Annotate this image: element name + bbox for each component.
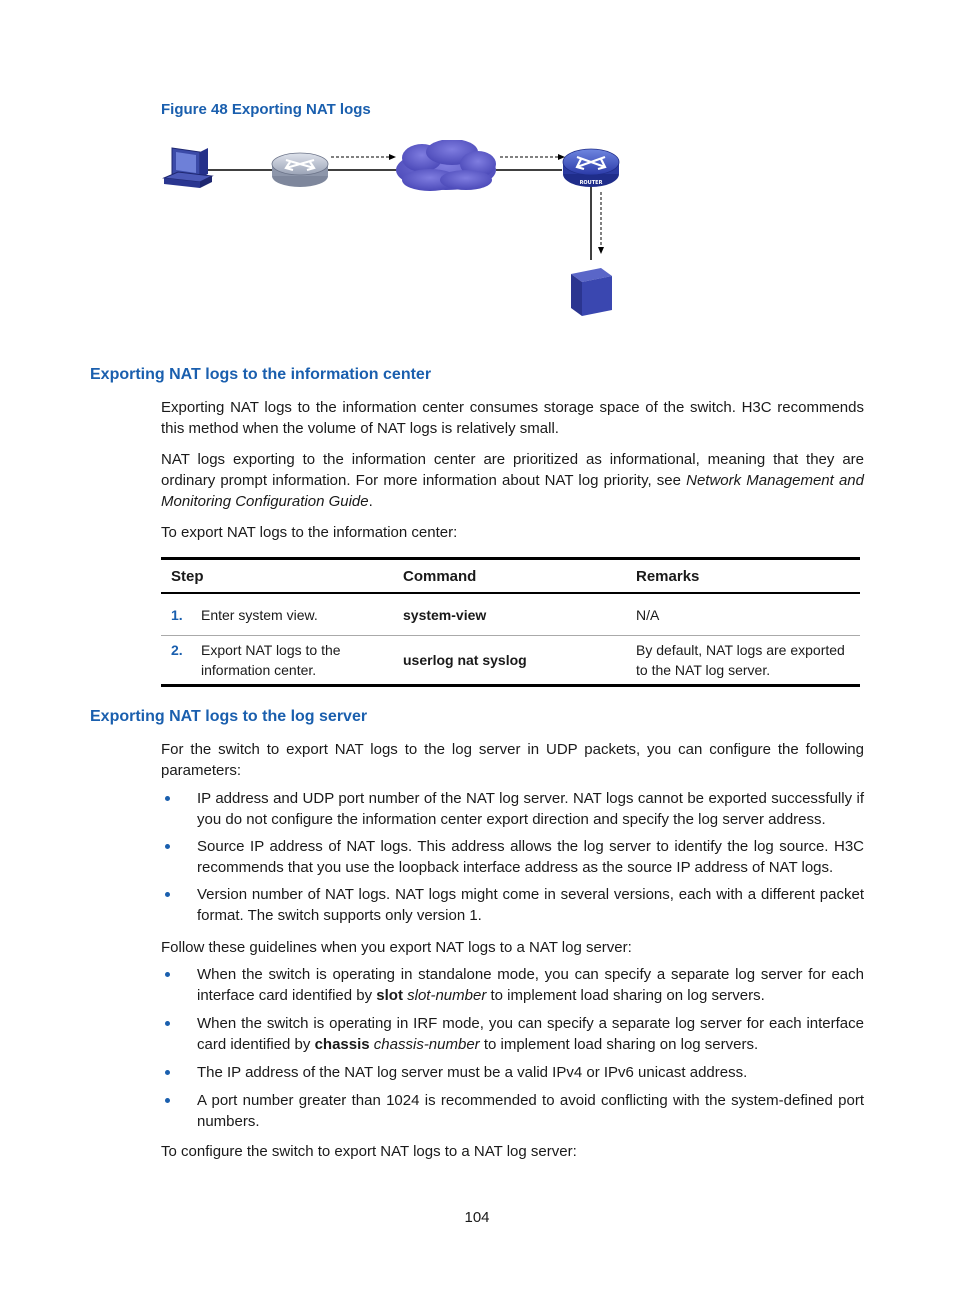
keyword-slot: slot xyxy=(376,987,403,1004)
config-table xyxy=(161,557,860,687)
column-header-remarks: Remarks xyxy=(626,559,860,594)
table-row xyxy=(161,636,860,686)
step-text: Export NAT logs to the information center. xyxy=(201,642,341,678)
step-number: 2. xyxy=(171,642,183,658)
arg-slot-number: slot-number xyxy=(407,987,487,1004)
guide-reference: Network Management and Monitoring Configuration Guide xyxy=(161,472,864,510)
list-item: Version number of NAT logs. NAT logs might come in several versions, each with a different packet format. The switch supports only version 1. xyxy=(161,884,864,926)
list-item: Source IP address of NAT logs. This address allows the log server to identify the log source. H3C recommends that you use the loopback interface address as the source IP address of NAT logs. xyxy=(161,836,864,878)
router-label: ROUTER xyxy=(579,180,603,186)
paragraph: Follow these guidelines when you export NAT logs to a NAT log server: xyxy=(161,939,632,956)
remarks-cell: N/A xyxy=(626,593,860,636)
step-text: Enter system view. xyxy=(201,606,318,623)
command-cell: userlog nat syslog xyxy=(393,636,626,686)
paragraph: To configure the switch to export NAT logs to a NAT log server: xyxy=(161,1143,577,1160)
list-item: The IP address of the NAT log server must be a valid IPv4 or IPv6 unicast address. xyxy=(161,1062,864,1083)
paragraph: Exporting NAT logs to the information center consumes storage space of the switch. H3C recommends this method when the volume of NAT logs is relatively small. xyxy=(161,399,864,437)
router-icon xyxy=(563,149,619,187)
figure-title: Figure 48 Exporting NAT logs xyxy=(161,101,371,118)
keyword-chassis: chassis xyxy=(314,1036,370,1053)
paragraph: To export NAT logs to the information center: xyxy=(161,524,458,541)
parameter-list xyxy=(161,788,864,926)
column-header-step: Step xyxy=(161,559,393,594)
arg-chassis-number: chassis-number xyxy=(373,1036,480,1053)
paragraph: For the switch to export NAT logs to the log server in UDP packets, you can configure the following parameters: xyxy=(161,741,864,779)
list-item: When the switch is operating in IRF mode, you can specify a separate log server for each interface card identified by chassis chassis-number to implement load sharing on log servers. xyxy=(161,1013,864,1055)
section-heading-log-server: Exporting NAT logs to the log server xyxy=(90,708,368,725)
list-item: When the switch is operating in standalone mode, you can specify a separate log server for each interface card identified by slot slot-number to implement load sharing on log servers. xyxy=(161,964,864,1006)
command-cell: system-view xyxy=(393,593,626,636)
list-item: A port number greater than 1024 is recommended to avoid conflicting with the system-defined port numbers. xyxy=(161,1090,864,1132)
table-row xyxy=(161,593,860,636)
nat-log-diagram xyxy=(160,140,630,325)
host-icon xyxy=(164,148,212,188)
switch-icon xyxy=(272,153,328,187)
cloud-icon xyxy=(396,140,496,191)
list-item: IP address and UDP port number of the NAT log server. NAT logs cannot be exported successfully if you do not configure the information center export direction and specify the log server address. xyxy=(161,788,864,830)
page-number: 104 xyxy=(464,1209,490,1226)
paragraph: NAT logs exporting to the information center are prioritized as informational, meaning that they are ordinary prompt information. For more information about NAT log priority, see Network Management and Monitoring Configuration Guide. xyxy=(161,451,864,510)
guideline-list xyxy=(161,964,864,1132)
remarks-cell: By default, NAT logs are exported to the NAT log server. xyxy=(626,636,860,686)
server-icon xyxy=(571,268,612,316)
column-header-command: Command xyxy=(393,559,626,594)
step-number: 1. xyxy=(171,606,183,623)
section-heading-info-center: Exporting NAT logs to the information center xyxy=(90,366,432,383)
